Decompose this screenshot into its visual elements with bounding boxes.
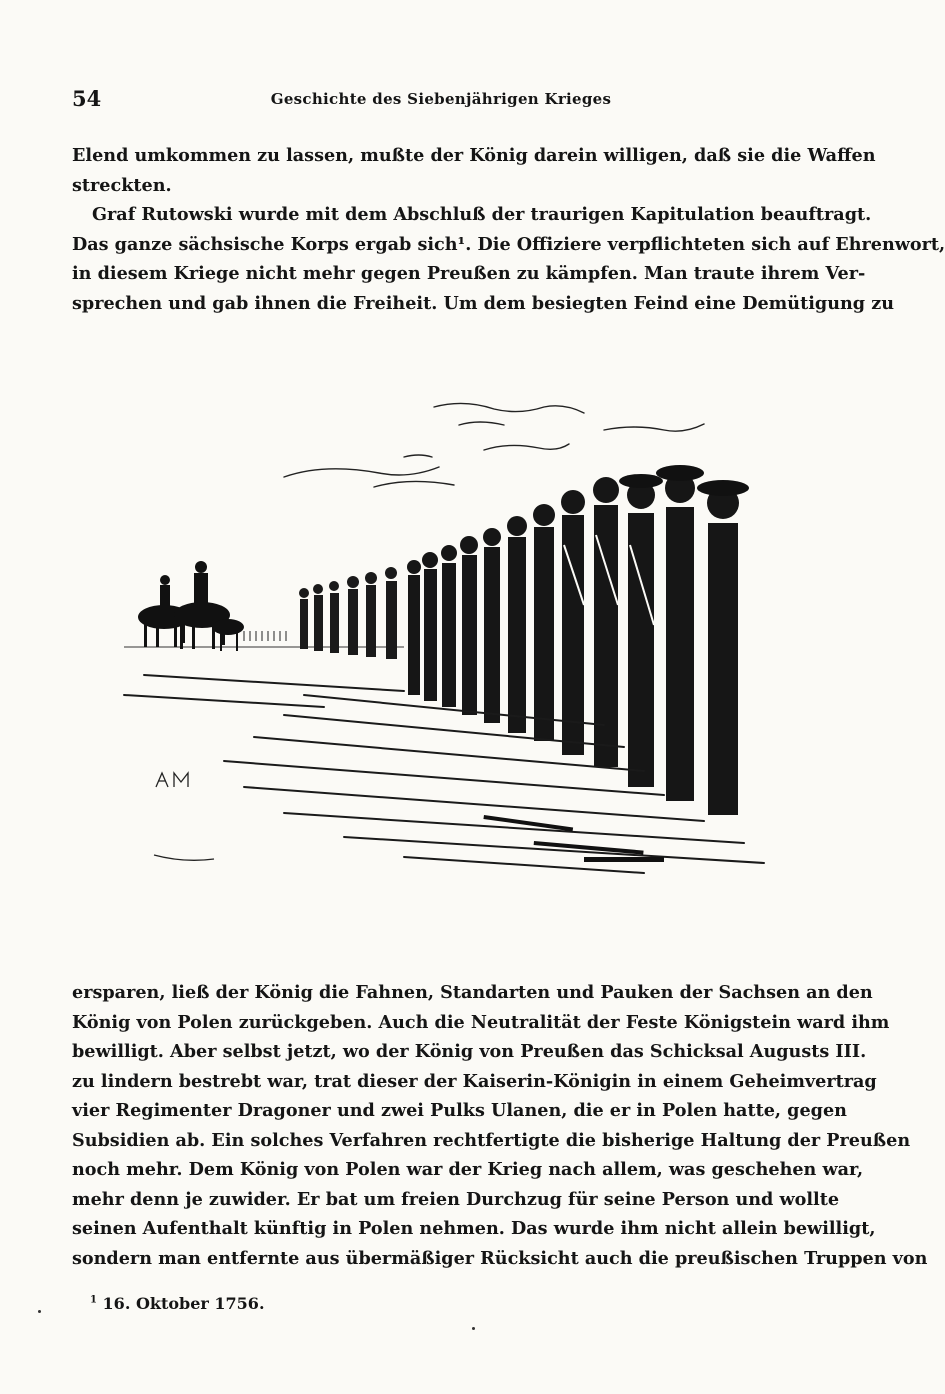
text-line: zu lindern bestrebt war, trat dieser der Kaiserin-Königin in einem Geheimvertrag <box>72 1070 877 1092</box>
body-text-bottom <box>72 978 928 1273</box>
far-soldier-column <box>299 567 397 659</box>
illustration-saxon-capitulation <box>104 395 794 905</box>
text-line: vier Regimenter Dragoner und zwei Pulks Ulanen, die er in Polen hatte, gegen <box>72 1100 847 1121</box>
running-title: Geschichte des Siebenjährigen Krieges <box>270 90 612 108</box>
footnote <box>90 1294 265 1313</box>
paper-speck <box>472 1327 475 1330</box>
text-line: Subsidien ab. Ein solches Verfahren rechtfertigte die bisherige Haltung der Preußen <box>72 1129 911 1151</box>
text-line: sondern man entfernte aus übermäßiger Rücksicht auch die preußischen Truppen von <box>72 1247 928 1269</box>
text-line: mehr denn je zuwider. Er bat um freien Durchzug für seine Person und wollte <box>72 1188 840 1210</box>
paragraph <box>72 141 876 200</box>
text-line: Elend umkommen zu lassen, mußte der König darein willigen, daß sie die Waffen <box>72 145 876 166</box>
illustration-drawing <box>104 395 794 905</box>
footnote-marker: 1 <box>90 1294 97 1306</box>
paragraph <box>72 978 928 1273</box>
footnote-text: 16. Oktober 1756. <box>102 1294 265 1313</box>
page-header <box>72 86 810 116</box>
mounted-officers <box>138 561 244 651</box>
paragraph <box>72 200 945 318</box>
artist-monogram <box>154 773 214 860</box>
body-text-top <box>72 141 945 318</box>
text-line: in diesem Kriege nicht mehr gegen Preußen zu kämpfen. Man traute ihrem Ver- <box>72 263 866 284</box>
text-line: ersparen, ließ der König die Fahnen, Standarten und Pauken der Sachsen an den <box>72 982 873 1003</box>
text-line: seinen Aufenthalt künftig in Polen nehmen. Das wurde ihm nicht allein bewilligt, <box>72 1218 876 1239</box>
distant-troops <box>244 631 286 641</box>
paper-speck <box>38 1310 41 1313</box>
text-line: bewilligt. Aber selbst jetzt, wo der König von Preußen das Schicksal Augusts III. <box>72 1041 867 1062</box>
text-line: sprechen und gab ihnen die Freiheit. Um dem besiegten Feind eine Demütigung zu <box>72 292 894 314</box>
text-line: König von Polen zurückgeben. Auch die Neutralität der Feste Königstein ward ihm <box>72 1011 890 1033</box>
text-line: noch mehr. Dem König von Polen war der Krieg nach allem, was geschehen war, <box>72 1159 864 1180</box>
page-number: 54 <box>72 86 102 111</box>
text-line: Das ganze sächsische Korps ergab sich¹. Die Offiziere verpflichteten sich auf Ehrenwort, <box>72 233 945 255</box>
text-line: streckten. <box>72 174 172 196</box>
soldier-line <box>407 473 739 815</box>
text-line: Graf Rutowski wurde mit dem Abschluß der traurigen Kapitulation beauftragt. <box>92 204 872 225</box>
